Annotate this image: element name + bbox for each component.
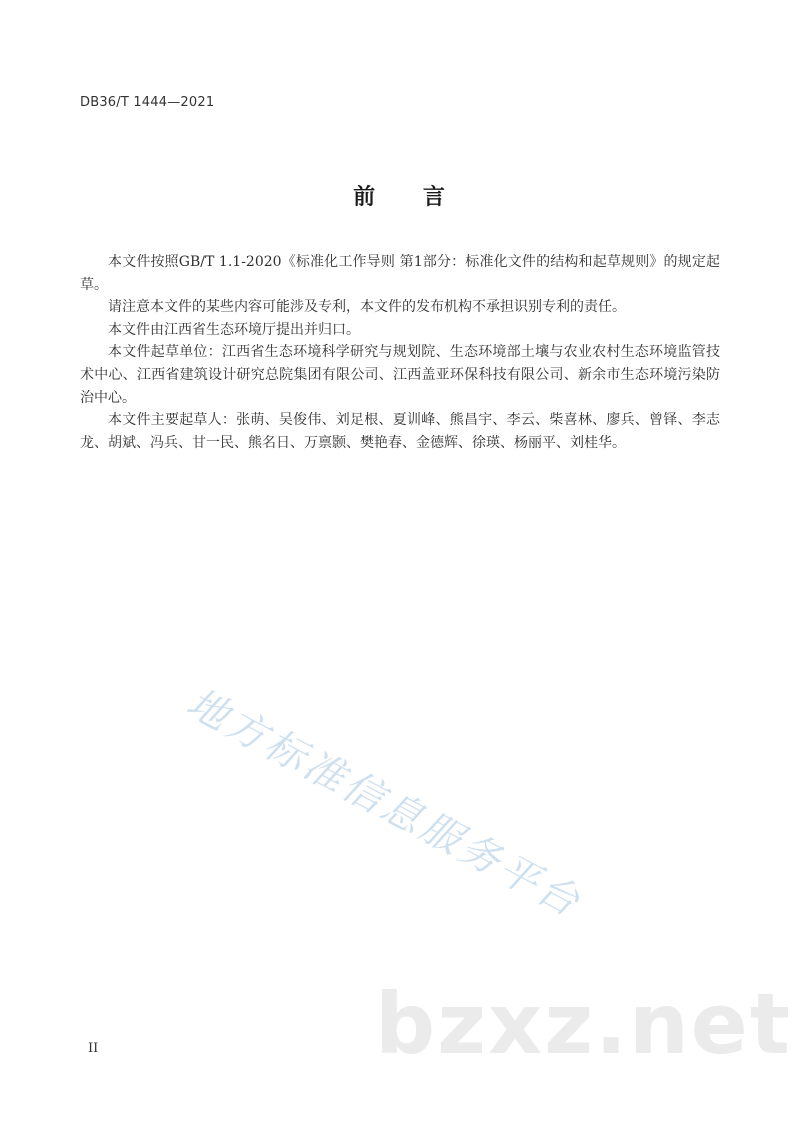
paragraph-drafting-rules: 本文件按照GB/T 1.1-2020《标准化工作导则 第1部分：标准化文件的结构和起草规则》的规定起草。 <box>80 254 720 293</box>
foreword-body <box>80 251 720 454</box>
document-code: DB36/T 1444—2021 <box>80 95 215 110</box>
paragraph-drafting-units: 本文件起草单位：江西省生态环境科学研究与规划院、生态环境部土壤与农业农村生态环境监管技术中心、江西省建筑设计研究总院集团有限公司、江西盖亚环保科技有限公司、新余市生态环境污染防治中心。 <box>80 344 720 406</box>
paragraph-drafters: 本文件主要起草人：张萌、吴俊伟、刘足根、夏训峰、熊昌宇、李云、柴喜林、廖兵、曾铎、李志龙、胡斌、冯兵、甘一民、熊名日、万禀颢、樊艳春、金德辉、徐瑛、杨丽平、刘桂华。 <box>80 412 720 451</box>
watermark-text: 地方标准信息服务平台 <box>179 679 590 928</box>
page-number: II <box>88 1041 99 1056</box>
paragraph-proposer: 本文件由江西省生态环境厅提出并归口。 <box>108 321 360 338</box>
paragraph-patent-notice: 请注意本文件的某些内容可能涉及专利，本文件的发布机构不承担识别专利的责任。 <box>108 299 626 316</box>
site-watermark: bzxz.net <box>375 975 792 1073</box>
page-title: 前 言 <box>353 185 447 210</box>
